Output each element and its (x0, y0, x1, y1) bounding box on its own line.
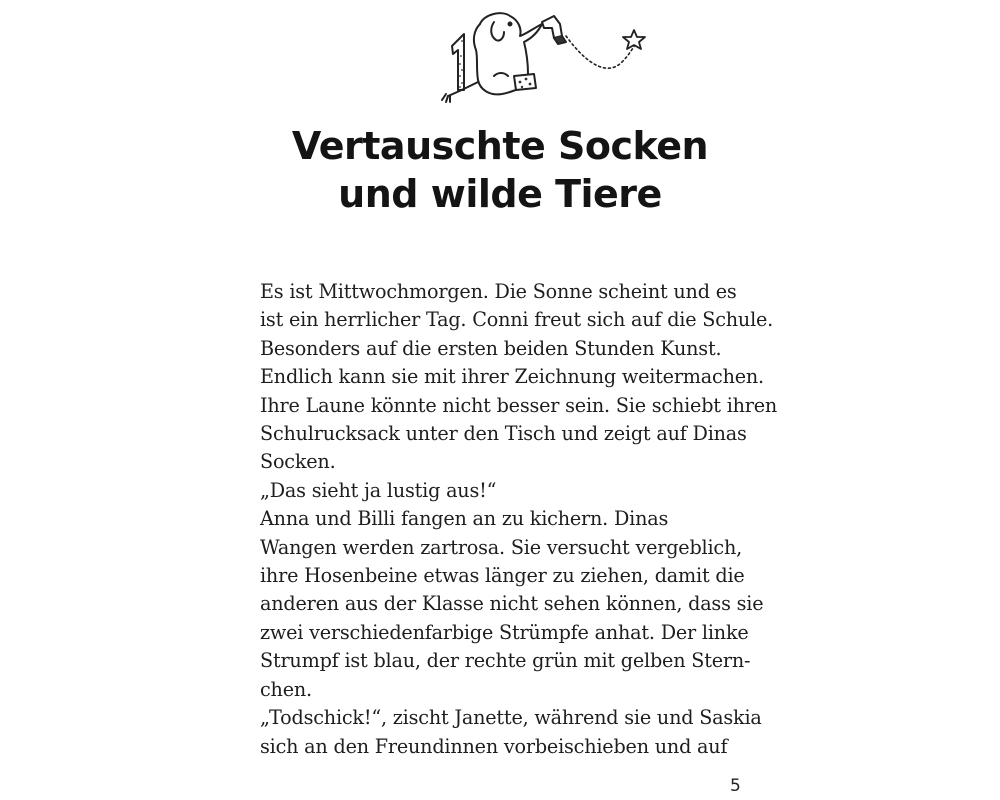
text-line: zwei verschiedenfarbige Strümpfe anhat. Der linke (260, 620, 749, 644)
chapter-title (0, 122, 1000, 218)
text-line: Es ist Mittwochmorgen. Die Sonne scheint und es (260, 280, 737, 303)
text-line: ist ein herrlicher Tag. Conni freut sich auf die Schule. (260, 308, 774, 332)
text-line: Anna und Billi fangen an zu kichern. Dinas (260, 507, 669, 531)
text-line: Endlich kann sie mit ihrer Zeichnung weitermachen. (260, 365, 764, 389)
text-line: Socken. (260, 450, 336, 474)
chapter-title-line: Vertauschte Socken (291, 124, 709, 168)
text-line: ihre Hosenbeine etwas länger zu ziehen, damit die (260, 564, 745, 588)
text-line: „Todschick!“, zischt Janette, während sie und Saskia (260, 706, 762, 730)
chapter-title-line: und wilde Tiere (338, 172, 662, 216)
chapter-one-elephant-illustration (438, 6, 648, 106)
text-line: sich an den Freundinnen vorbeischieben und auf (260, 734, 728, 758)
text-line: chen. (260, 677, 312, 701)
text-line: Schulrucksack unter den Tisch und zeigt auf Dinas (260, 422, 747, 446)
text-line: Wangen werden zartrosa. Sie versucht vergeblich, (260, 535, 743, 559)
text-line: Ihre Laune könnte nicht besser sein. Sie schiebt ihren (260, 393, 778, 417)
text-line: „Das sieht ja lustig aus!“ (260, 478, 497, 502)
body-text (260, 278, 778, 761)
text-line: Strumpf ist blau, der rechte grün mit gelben Stern- (260, 649, 751, 673)
text-line: Besonders auf die ersten beiden Stunden Kunst. (260, 336, 722, 360)
text-line: anderen aus der Klasse nicht sehen können, dass sie (260, 592, 764, 616)
page-number: 5 (730, 776, 741, 796)
